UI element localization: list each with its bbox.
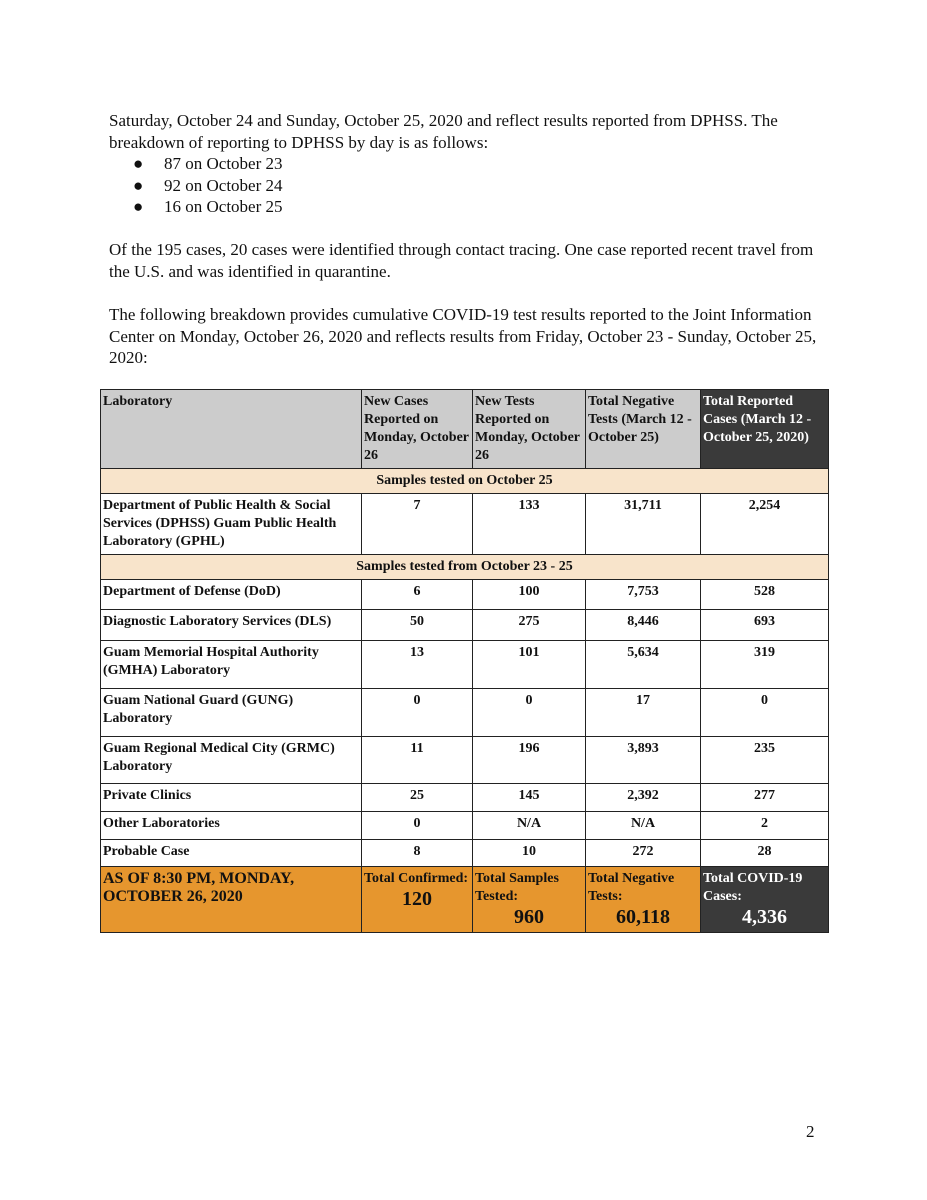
total-negative-cell: [586, 867, 701, 933]
new-cases: 6: [362, 580, 473, 610]
total-confirmed-cell: [362, 867, 473, 933]
new-cases: 0: [362, 812, 473, 840]
total-confirmed-label: Total Confirmed:: [364, 871, 469, 886]
total-samples-label: Total Samples Tested:: [475, 871, 559, 904]
new-tests: 275: [473, 610, 586, 641]
new-cases: 7: [362, 494, 473, 555]
breakdown-paragraph: [109, 304, 829, 369]
total-cases: 528: [701, 580, 829, 610]
lab-name: Guam Regional Medical City (GRMC) Laboratory: [101, 737, 362, 784]
table-row: [101, 784, 829, 812]
new-tests: 0: [473, 689, 586, 737]
total-cases: 235: [701, 737, 829, 784]
negative-tests: 17: [586, 689, 701, 737]
contact-tracing-text: Of the 195 cases, 20 cases were identified through contact tracing. One case reported recent travel from the U.S. and was identified in quarantine.: [109, 240, 814, 281]
new-cases: 13: [362, 641, 473, 689]
new-cases: 11: [362, 737, 473, 784]
lab-name: Department of Public Health & Social Services (DPHSS) Guam Public Health Laboratory (GPHL): [101, 494, 362, 555]
header-new-tests: New Tests Reported on Monday, October 26: [473, 390, 586, 469]
new-cases: 50: [362, 610, 473, 641]
bullet-icon: ●: [133, 197, 144, 216]
list-item: ● 16 on October 25: [133, 197, 283, 216]
breakdown-text: The following breakdown provides cumulative COVID-19 test results reported to the Joint Information Center on Monday, October 26, 2020 and reflects results from Friday, October 23 - Sunday, October 25, 2020:: [109, 305, 817, 367]
new-tests: 10: [473, 840, 586, 867]
negative-tests: 2,392: [586, 784, 701, 812]
lab-name: Guam Memorial Hospital Authority (GMHA) Laboratory: [101, 641, 362, 689]
new-tests: N/A: [473, 812, 586, 840]
total-samples-cell: [473, 867, 586, 933]
lab-results-table: [100, 389, 829, 933]
new-cases: 25: [362, 784, 473, 812]
section-row: [101, 555, 829, 580]
total-cases-cell: [701, 867, 829, 933]
reporting-by-day-list: [133, 153, 283, 218]
lab-name: Private Clinics: [101, 784, 362, 812]
new-tests: 100: [473, 580, 586, 610]
lab-name: Other Laboratories: [101, 812, 362, 840]
total-cases: 2,254: [701, 494, 829, 555]
new-cases: 8: [362, 840, 473, 867]
section-row: [101, 469, 829, 494]
total-negative-value: 60,118: [616, 906, 670, 928]
negative-tests: 272: [586, 840, 701, 867]
total-cases-value: 4,336: [742, 906, 787, 928]
total-samples-value: 960: [514, 906, 544, 928]
total-cases: 28: [701, 840, 829, 867]
total-confirmed-value: 120: [402, 888, 432, 910]
new-tests: 196: [473, 737, 586, 784]
table-row: [101, 641, 829, 689]
lab-name: Diagnostic Laboratory Services (DLS): [101, 610, 362, 641]
table-row: [101, 812, 829, 840]
total-cases: 693: [701, 610, 829, 641]
list-item: ● 87 on October 23: [133, 154, 283, 173]
section-title: Samples tested on October 25: [101, 469, 829, 494]
bullet-icon: ●: [133, 175, 144, 195]
new-tests: 145: [473, 784, 586, 812]
totals-row: [101, 867, 829, 933]
negative-tests: 8,446: [586, 610, 701, 641]
intro-text: Saturday, October 24 and Sunday, October 25, 2020 and reflect results reported from DPHSS. The breakdown of reporting to DPHSS by day is as follows:: [109, 111, 778, 152]
page-number: 2: [806, 1122, 815, 1141]
new-cases: 0: [362, 689, 473, 737]
header-laboratory: Laboratory: [101, 390, 362, 469]
lab-name: Probable Case: [101, 840, 362, 867]
table-row: [101, 494, 829, 555]
contact-tracing-paragraph: [109, 239, 829, 282]
header-total-negative: Total Negative Tests (March 12 - October 25): [586, 390, 701, 469]
section-title: Samples tested from October 23 - 25: [101, 555, 829, 580]
negative-tests: 31,711: [586, 494, 701, 555]
totals-as-of-label: AS OF 8:30 PM, MONDAY, OCTOBER 26, 2020: [101, 867, 362, 933]
negative-tests: N/A: [586, 812, 701, 840]
total-cases: 2: [701, 812, 829, 840]
header-total-reported: Total Reported Cases (March 12 - October 25, 2020): [701, 390, 829, 469]
negative-tests: 5,634: [586, 641, 701, 689]
table-row: [101, 840, 829, 867]
lab-name: Department of Defense (DoD): [101, 580, 362, 610]
total-cases: 0: [701, 689, 829, 737]
bullet-icon: ●: [133, 154, 144, 173]
negative-tests: 3,893: [586, 737, 701, 784]
list-item: ● 92 on October 24: [133, 175, 283, 195]
table-row: [101, 580, 829, 610]
intro-paragraph: [109, 110, 829, 153]
new-tests: 133: [473, 494, 586, 555]
table-row: [101, 689, 829, 737]
total-cases: 277: [701, 784, 829, 812]
table-header-row: [101, 390, 829, 469]
header-new-cases: New Cases Reported on Monday, October 26: [362, 390, 473, 469]
total-negative-label: Total Negative Tests:: [588, 871, 675, 904]
total-cases: 319: [701, 641, 829, 689]
negative-tests: 7,753: [586, 580, 701, 610]
table-row: [101, 610, 829, 641]
table-row: [101, 737, 829, 784]
lab-name: Guam National Guard (GUNG) Laboratory: [101, 689, 362, 737]
new-tests: 101: [473, 641, 586, 689]
total-cases-label: Total COVID-19 Cases:: [703, 871, 803, 904]
